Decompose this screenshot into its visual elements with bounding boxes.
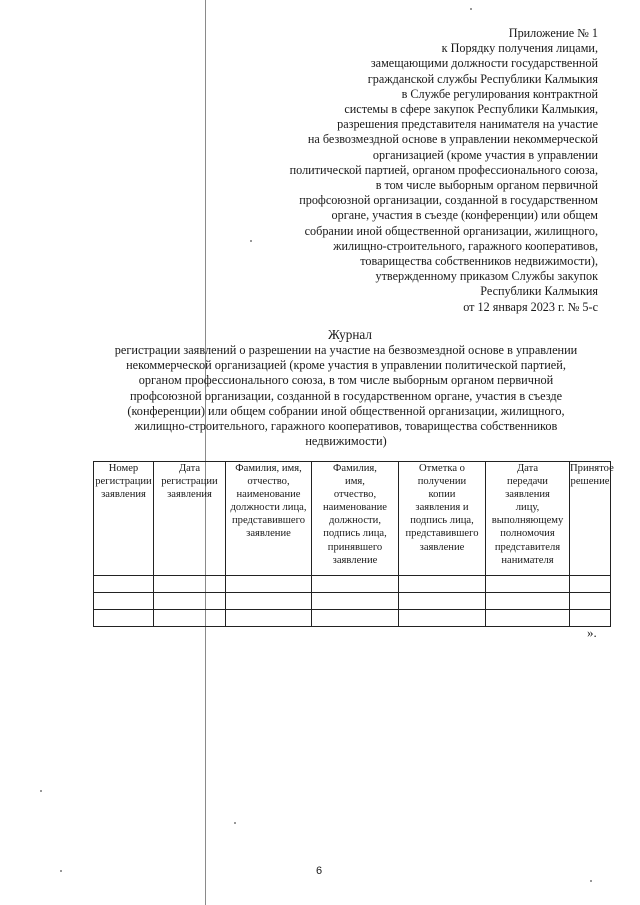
table-cell [486,610,570,627]
table-cell [312,576,399,593]
appendix-line: Приложение № 1 [508,26,598,40]
table-cell [226,593,312,610]
appendix-line: жилищно-строительного, гаражного кооперативов, [333,238,598,253]
table-cell [94,593,154,610]
table-cell [570,593,611,610]
table-cell [226,576,312,593]
scan-speck [40,790,42,792]
journal-table [93,461,614,627]
table-cell [570,610,611,627]
table-cell [94,610,154,627]
column-header-applicant: Фамилия, имя, отчество, наименование должности лица, представившего заявление [226,462,312,576]
column-header-receiver: Фамилия, имя, отчество, наименование должности, подпись лица, принявшего заявление [312,462,399,576]
table-body [94,576,611,627]
appendix-line: органе, участия в съезде (конференции) или общем [331,208,598,223]
appendix-line: замещающими должности государственной [370,56,598,71]
appendix-line: в том числе выборным органом первичной [375,178,598,193]
appendix-line: к Порядку получения лицами, [441,41,598,56]
scan-speck [470,8,472,10]
journal-subtitle-line: регистрации заявлений о разрешении на участие на безвозмездной основе в управлении [114,343,578,357]
table-cell [312,610,399,627]
table-cell [226,610,312,627]
table-cell [399,593,486,610]
journal-title: Журнал [328,327,372,342]
appendix-line: системы в сфере закупок Республики Калмыкия, [344,102,598,117]
journal-subtitle-line: некоммерческой организацией (кроме участия в управлении политической партией, [126,358,566,373]
table-cell [486,593,570,610]
journal-subtitle [96,343,596,449]
journal-subtitle-line: профсоюзной организации, созданной в государственном органе, участия в съезде [129,388,563,403]
table-cell [312,593,399,610]
column-header-date: Дата регистрации заявления [154,462,226,576]
table-cell [399,576,486,593]
journal-subtitle-line: недвижимости) [305,434,387,449]
table-row [94,593,611,610]
table-row [94,576,611,593]
scan-speck [234,822,236,824]
appendix-line: в Службе регулирования контрактной [401,86,598,101]
appendix-line: разрешения представителя нанимателя на участие [337,117,598,132]
appendix-line: политической партией, органом профессионального союза, [289,162,598,177]
journal-subtitle-line: жилищно-строительного, гаражного кооперативов, товарищества собственников [134,419,558,434]
table-cell [570,576,611,593]
table-cell [399,610,486,627]
table-cell [94,576,154,593]
column-header-transfer-date: Дата передачи заявления лицу, выполняющему полномочия представителя нанимателя [486,462,570,576]
journal-subtitle-line: органом профессионального союза, в том числе выборным органом первичной [138,373,554,388]
appendix-line: профсоюзной организации, созданной в государственном [299,193,598,208]
appendix-date-line: от 12 января 2023 г. № 5-с [463,299,598,314]
page-number: 6 [316,865,323,877]
column-header-copy-receipt: Отметка о получении копии заявления и подпись лица, представившего заявление [399,462,486,576]
appendix-line: Республики Калмыкия [480,284,598,299]
table-cell [486,576,570,593]
table-header-row [94,462,611,576]
appendix-line: собрании иной общественной организации, жилищного, [304,223,598,238]
table-row [94,610,611,627]
scan-speck [590,880,592,882]
appendix-line: гражданской службы Республики Калмыкия [367,71,598,86]
column-header-decision: Принятое решение [570,462,611,576]
appendix-line: товарищества собственников недвижимости), [360,254,598,269]
table-cell [154,593,226,610]
appendix-line: организацией (кроме участия в управлении [372,147,598,162]
closing-quote-mark: ». [587,625,597,640]
appendix-line: на безвозмездной основе в управлении некоммерческой [307,132,598,147]
column-header-number: Номер регистрации заявления [94,462,154,576]
appendix-line: утвержденному приказом Службы закупок [375,269,598,284]
appendix-header [178,26,598,315]
scan-speck [60,870,62,872]
table-cell [154,576,226,593]
journal-subtitle-line: (конференции) или общем собрании иной общественной организации, жилищного, [127,403,565,418]
table-cell [154,610,226,627]
